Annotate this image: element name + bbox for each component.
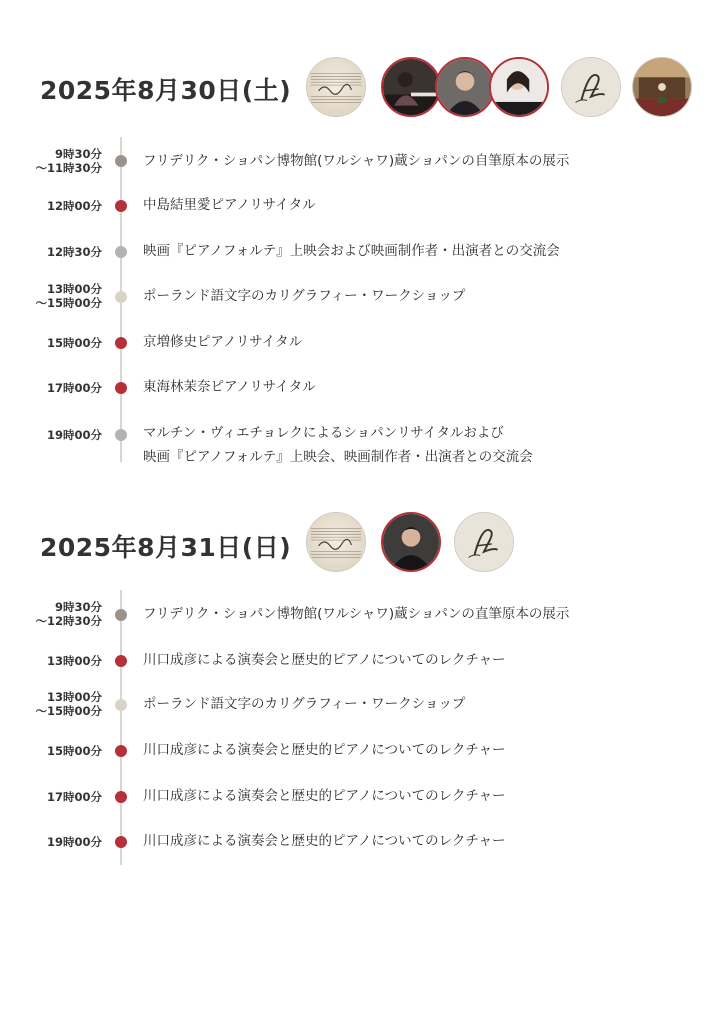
event-title-line-2: 映画『ピアノフォルテ』上映会、映画制作者・出演者との交流会 (143, 449, 533, 465)
event-time: 15時00分 (46, 744, 102, 758)
event-title: 中島結里愛ピアノリサイタル (143, 197, 316, 213)
pianist-photo-thumbnail (489, 57, 549, 117)
day-2-timeline (0, 590, 724, 865)
event-title: 映画『ピアノフォルテ』上映会および映画制作者・出演者との交流会 (143, 243, 560, 259)
event-time: 13時00分 〜15時00分 (35, 690, 102, 718)
event-time: 13時00分 (46, 654, 102, 668)
event-time: 13時00分 〜15時00分 (35, 282, 102, 310)
event-dot (115, 246, 127, 258)
pianist-photo-thumbnail (381, 512, 441, 572)
event-dot (115, 200, 127, 212)
event-title: ポーランド語文字のカリグラフィー・ワークショップ (143, 288, 466, 304)
day-1-timeline (0, 137, 724, 465)
event-title-line-1: マルチン・ヴィエチョレクによるショパンリサイタルおよび (143, 425, 504, 441)
calligraphy-thumbnail (561, 57, 621, 117)
day-2-header (0, 512, 724, 592)
event-title: 川口成彦による演奏会と歴史的ピアノについてのレクチャー (143, 788, 506, 804)
event-time: 17時00分 (46, 381, 102, 395)
event-title: フリデリク・ショパン博物館(ワルシャワ)蔵ショパンの自筆原本の展示 (143, 153, 570, 169)
event-time: 9時30分 〜12時30分 (35, 600, 102, 628)
calligraphy-thumbnail (454, 512, 514, 572)
event-time: 19時00分 (46, 835, 102, 849)
event-dot (115, 155, 127, 167)
pianist-photo-thumbnail (381, 57, 441, 117)
event-dot (115, 609, 127, 621)
event-time: 19時00分 (46, 428, 102, 442)
event-title: 川口成彦による演奏会と歴史的ピアノについてのレクチャー (143, 833, 506, 849)
manuscript-thumbnail (306, 512, 366, 572)
manuscript-thumbnail (306, 57, 366, 117)
event-time: 17時00分 (46, 790, 102, 804)
event-dot (115, 291, 127, 303)
event-dot (115, 699, 127, 711)
event-title: フリデリク・ショパン博物館(ワルシャワ)蔵ショパンの直筆原本の展示 (143, 606, 570, 622)
event-title: 京増修史ピアノリサイタル (143, 334, 303, 350)
event-dot (115, 836, 127, 848)
event-dot (115, 655, 127, 667)
event-dot (115, 382, 127, 394)
event-title: 川口成彦による演奏会と歴史的ピアノについてのレクチャー (143, 652, 506, 668)
event-title: 東海林茉奈ピアノリサイタル (143, 379, 316, 395)
event-dot (115, 791, 127, 803)
event-dot (115, 745, 127, 757)
concert-hall-thumbnail (632, 57, 692, 117)
event-title: 川口成彦による演奏会と歴史的ピアノについてのレクチャー (143, 742, 506, 758)
day-2-date: 2025年8月31日(日) (40, 533, 292, 562)
event-dot (115, 429, 127, 441)
day-1-date: 2025年8月30日(土) (40, 76, 292, 105)
event-time: 9時30分 〜11時30分 (35, 147, 102, 175)
timeline-line (120, 590, 122, 865)
day-1-header (0, 55, 724, 135)
event-dot (115, 337, 127, 349)
event-title: ポーランド語文字のカリグラフィー・ワークショップ (143, 696, 466, 712)
event-time: 15時00分 (46, 336, 102, 350)
pianist-photo-thumbnail (435, 57, 495, 117)
event-time: 12時30分 (46, 245, 102, 259)
event-time: 12時00分 (46, 199, 102, 213)
